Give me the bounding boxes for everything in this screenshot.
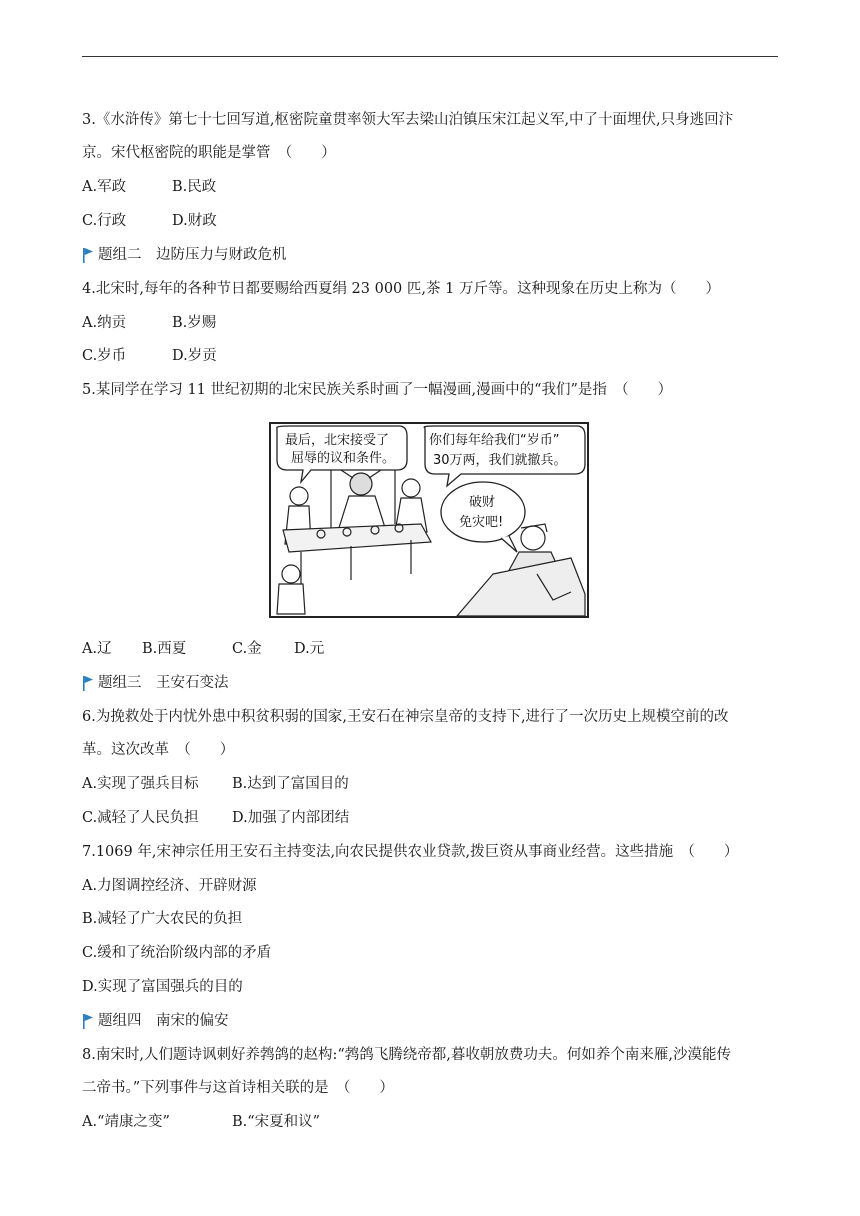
group4-label: 题组四 南宋的偏安 — [98, 1013, 229, 1029]
bubble-left-line2: 屈辱的议和条件。 — [291, 451, 396, 466]
q8-option-b[interactable]: B.“宋夏和议” — [232, 1114, 321, 1130]
flag-icon — [82, 1013, 94, 1029]
q4-option-b[interactable]: B.岁赐 — [172, 315, 217, 331]
bubble-small-line1: 破财 — [469, 495, 496, 510]
q5-option-c[interactable]: C.金 — [232, 641, 262, 657]
group3-heading — [82, 673, 229, 693]
q7-option-a[interactable]: A.力图调控经济、开辟财源 — [82, 878, 257, 894]
q7-option-c[interactable]: C.缓和了统治阶级内部的矛盾 — [82, 945, 272, 961]
q6-option-b[interactable]: B.达到了富国目的 — [232, 776, 349, 792]
q5-stem-line1: 5.某同学在学习 11 世纪初期的北宋民族关系时画了一幅漫画,漫画中的“我们”是指 （ ） — [82, 382, 673, 398]
bubble-right-line2: 30万两，我们就撤兵。 — [433, 453, 567, 468]
q7-option-d[interactable]: D.实现了富国强兵的目的 — [82, 979, 243, 995]
q7-stem-line1: 7.1069 年,宋神宗任用王安石主持变法,向农民提供农业贷款,拨巨资从事商业经营。这些措施 （ ） — [82, 844, 739, 860]
flag-icon — [82, 247, 94, 263]
q5-option-b[interactable]: B.西夏 — [142, 641, 187, 657]
group2-label: 题组二 边防压力与财政危机 — [98, 247, 287, 263]
q4-option-a[interactable]: A.纳贡 — [82, 315, 127, 331]
bubble-right-line1: 你们每年给我们“岁币” — [429, 433, 560, 448]
flag-icon — [82, 675, 94, 691]
q6-option-a[interactable]: A.实现了强兵目标 — [82, 776, 199, 792]
group2-heading — [82, 245, 287, 265]
q5-option-d[interactable]: D.元 — [294, 641, 325, 657]
q6-option-d[interactable]: D.加强了内部团结 — [232, 810, 350, 826]
q4-option-d[interactable]: D.岁贡 — [172, 348, 217, 364]
q6-stem-line1: 6.为挽救处于内忧外患中积贫积弱的国家,王安石在神宗皇帝的支持下,进行了一次历史上规模空前的改 — [82, 709, 729, 725]
bubble-left-line1: 最后，北宋接受了 — [285, 433, 390, 448]
q8-stem-line2: 二帝书。”下列事件与这首诗相关联的是 （ ） — [82, 1080, 394, 1096]
group4-heading — [82, 1011, 229, 1031]
group3-label: 题组三 王安石变法 — [98, 675, 229, 691]
q6-stem-line2: 革。这次改革 （ ） — [82, 742, 235, 758]
q3-option-c[interactable]: C.行政 — [82, 213, 127, 229]
q3-option-a[interactable]: A.军政 — [82, 179, 127, 195]
q7-option-b[interactable]: B.减轻了广大农民的负担 — [82, 911, 243, 927]
q3-option-b[interactable]: B.民政 — [172, 179, 217, 195]
bubble-small-line2: 免灾吧! — [459, 515, 504, 530]
q4-option-c[interactable]: C.岁币 — [82, 348, 127, 364]
q4-stem-line1: 4.北宋时,每年的各种节日都要赐给西夏绢 23 000 匹,茶 1 万斤等。这种现象在历史上称为（ ） — [82, 281, 720, 297]
q8-stem-line1: 8.南宋时,人们题诗讽刺好养鹁鸽的赵构:“鹁鸽飞腾绕帝都,暮收朝放费功夫。何如养个南来雁,沙漠能传 — [82, 1047, 731, 1063]
q5-option-a[interactable]: A.辽 — [82, 641, 112, 657]
q3-stem-line1: 3.《水浒传》第七十七回写道,枢密院童贯率领大军去梁山泊镇压宋江起义军,中了十面埋伏,只身逃回汴 — [82, 112, 734, 128]
q6-option-c[interactable]: C.减轻了人民负担 — [82, 810, 199, 826]
q3-option-d[interactable]: D.财政 — [172, 213, 217, 229]
q8-option-a[interactable]: A.“靖康之变” — [82, 1114, 170, 1130]
small-speech-bubble — [441, 482, 525, 542]
q3-stem-line2: 京。宋代枢密院的职能是掌管 （ ） — [82, 145, 336, 161]
cartoon-image — [269, 422, 589, 618]
left-figures-sketch — [277, 470, 431, 614]
header-rule — [82, 56, 778, 57]
cartoon-drawing — [271, 424, 587, 616]
